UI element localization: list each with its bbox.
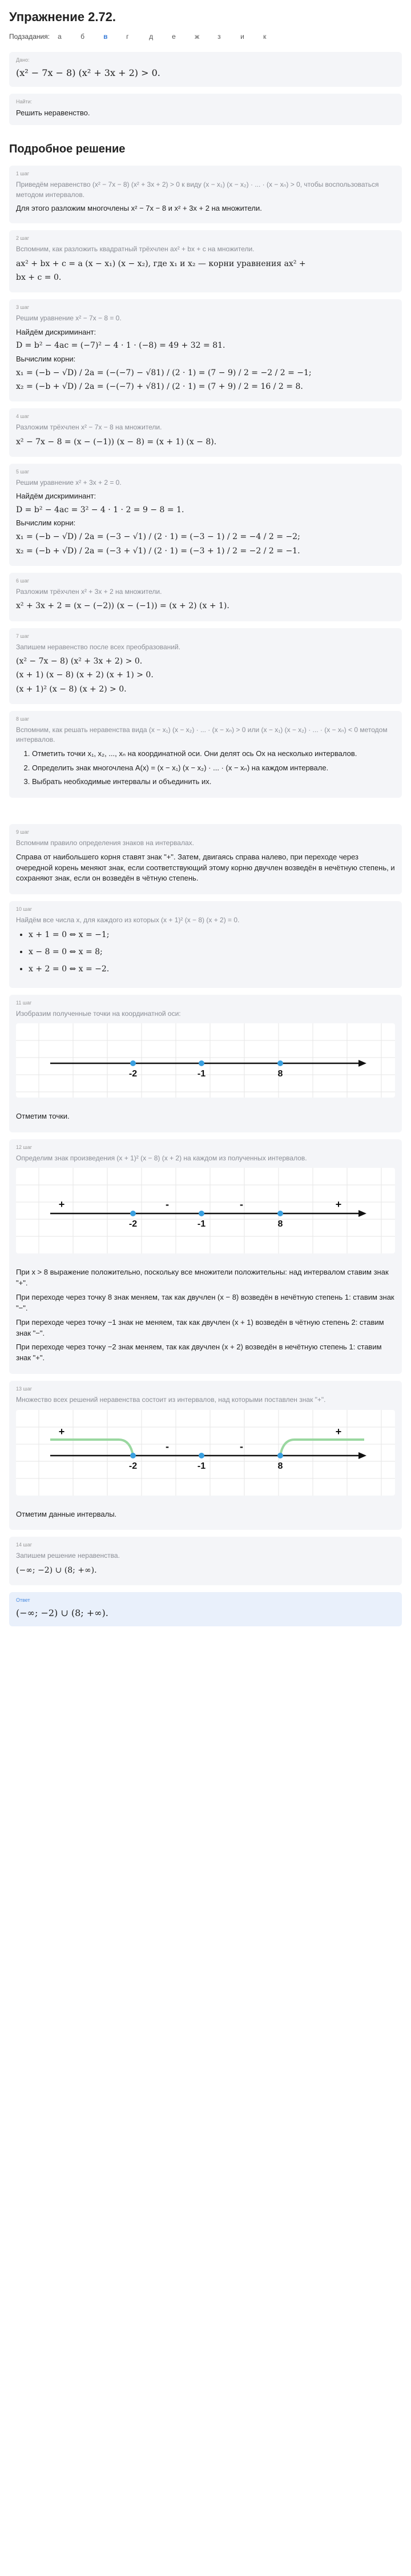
discriminant-formula: D = b² − 4ac = (−7)² − 4 · 1 · (−8) = 49 + 32 = 81. <box>16 341 225 351</box>
list-item: 2. Определить знак многочлена A(x) = (x − x₁) (x − x₂) · ... · (x − xₙ) на каждом интервале. <box>32 763 395 774</box>
step-2 <box>9 230 402 292</box>
roots-list <box>29 929 395 975</box>
step-hint: Приведём неравенство (x² − 7x − 8) (x² + 3x + 2) > 0 к виду (x − x₁) (x − x₂) · ... · (x − xₙ) > 0, чтобы воспользоваться методом интервалов. <box>16 180 379 199</box>
list-item: 3. Выбрать необходимые интервалы и объединить их. <box>32 777 395 787</box>
point-minus-2 <box>130 1453 136 1458</box>
shaded-interval-left <box>50 1440 133 1456</box>
step-1 <box>9 166 402 223</box>
step-tag: 13 шаг <box>16 1386 33 1392</box>
point-8 <box>277 1060 283 1066</box>
step-3 <box>9 299 402 401</box>
step-text: Вычислим корни: <box>16 519 76 528</box>
step-hint: Множество всех решений неравенства состоит из интервалов, над которыми поставлен знак "+". <box>16 1396 326 1404</box>
step-4 <box>9 408 402 457</box>
shaded-interval-right <box>280 1440 364 1456</box>
sign-label: + <box>58 1425 65 1437</box>
step-formula: bx + c = 0. <box>16 272 62 282</box>
step-tag: 5 шаг <box>16 468 30 475</box>
step-hint: Запишем решение неравенства. <box>16 1552 120 1560</box>
sign-label: - <box>166 1199 169 1211</box>
given-card <box>9 52 402 86</box>
page-title: Упражнение 2.72. <box>9 10 116 24</box>
subpart-v[interactable]: в <box>103 32 108 41</box>
step-hint: Определим знак произведения (x + 1)² (x − 8) (x + 2) на каждом из полученных интервалов. <box>16 1154 307 1162</box>
step-7 <box>9 628 402 704</box>
step-text: Справа от наибольшего корня ставят знак "+". Затем, двигаясь справа налево, при переходе через очередной корень меняют знак, если соответствующий этому корню двучлен возведён в нечётную степень, и сохраняют знак, если он возведён в чётную степень. <box>16 852 395 883</box>
step-13 <box>9 1381 402 1530</box>
step-formula: (x + 1) (x − 8) (x + 2) (x + 1) > 0. <box>16 670 154 680</box>
step-formula: (x² − 7x − 8) (x² + 3x + 2) > 0. <box>16 657 143 666</box>
step-tag: 9 шаг <box>16 829 30 835</box>
step-formula: x² + 3x + 2 = (x − (−2)) (x − (−1)) = (x + 2) (x + 1). <box>16 601 229 611</box>
step-tag: 6 шаг <box>16 577 30 584</box>
sign-label: + <box>335 1199 342 1211</box>
step-hint: Решим уравнение x² + 3x + 2 = 0. <box>16 478 122 487</box>
step-hint: Решим уравнение x² − 7x − 8 = 0. <box>16 314 122 323</box>
point-8 <box>277 1453 283 1458</box>
list-item: • x − 8 = 0 ⇔ x = 8; <box>29 946 395 958</box>
solution-heading: Подробное решение <box>9 143 126 156</box>
step-formula: x² − 7x − 8 = (x − (−1)) (x − 8) = (x + 1) (x − 8). <box>16 437 217 447</box>
step-text: При переходе через точку 8 знак меняем, так как двучлен (x − 8) возведён в нечётную степень 1: ставим знак "−". <box>16 1293 394 1312</box>
subparts-label: Подзадания: <box>9 32 50 41</box>
number-line-3 <box>16 1410 395 1496</box>
point-label: 8 <box>277 1219 283 1229</box>
list-item: • x + 1 = 0 ⇔ x = −1; <box>29 929 395 941</box>
step-hint: Вспомним правило определения знаков на интервалах. <box>16 839 194 847</box>
step-hint: Разложим трёхчлен x² + 3x + 2 на множители. <box>16 587 162 596</box>
number-line-svg <box>16 1168 395 1253</box>
point-label: -1 <box>197 1219 206 1229</box>
subpart-k[interactable]: к <box>263 32 267 41</box>
step-text: Для этого разложим многочлены x² − 7x − 8 и x² + 3x + 2 на множители. <box>16 204 262 213</box>
point-minus-1 <box>199 1453 204 1458</box>
arrow-icon <box>358 1210 366 1217</box>
list-item: 1. Отметить точки x₁, x₂, ..., xₙ на координатной оси. Они делят ось Ox на несколько интервалов. <box>32 749 395 759</box>
point-label: -2 <box>128 1461 138 1471</box>
step-hint: Найдём все числа x, для каждого из которых (x + 1)² (x − 8) (x + 2) = 0. <box>16 916 240 925</box>
arrow-icon <box>358 1452 366 1459</box>
given-expression: (x² − 7x − 8) (x² + 3x + 2) > 0. <box>16 67 160 79</box>
step-tag: 12 шаг <box>16 1144 33 1150</box>
subpart-e[interactable]: е <box>172 32 176 41</box>
step-hint: Изобразим полученные точки на координатной оси: <box>16 1009 181 1018</box>
step-tag: 10 шаг <box>16 906 33 913</box>
find-text: Решить неравенство. <box>16 108 90 117</box>
step-formula: ax² + bx + c = a (x − x₁) (x − x₂), где x₁ и x₂ — корни уравнения ax² + <box>16 259 306 268</box>
point-label: -1 <box>197 1461 206 1471</box>
step-hint: Вспомним, как разложить квадратный трёхчлен ax² + bx + c на множители. <box>16 245 255 254</box>
step-text: При x > 8 выражение положительно, поскольку все множители положительны: над интервалом ставим знак "+". <box>16 1268 389 1288</box>
root-x2-formula: x₂ = (−b + √D) / 2a = (−3 + √1) / (2 · 1) = (−3 + 1) / 2 = −2 / 2 = −1. <box>16 546 300 556</box>
discriminant-formula: D = b² − 4ac = 3² − 4 · 1 · 2 = 9 − 8 = 1. <box>16 505 184 515</box>
subpart-zh[interactable]: ж <box>195 32 200 41</box>
arrow-icon <box>358 1060 366 1067</box>
step-hint: Вспомним, как решать неравенства вида (x − x₁) (x − x₂) · ... · (x − xₙ) > 0 или (x − x₁) (x − x₂) · ... · (x − xₙ) < 0 методом интервалов. <box>16 725 388 744</box>
method-list <box>32 749 395 788</box>
step-hint: Разложим трёхчлен x² − 7x − 8 на множители. <box>16 423 162 432</box>
subpart-z[interactable]: з <box>217 32 221 41</box>
sign-label: + <box>335 1425 342 1437</box>
point-label: -2 <box>128 1219 138 1229</box>
step-tag: 7 шаг <box>16 633 30 639</box>
subpart-a[interactable]: а <box>58 32 62 41</box>
subpart-d[interactable]: д <box>149 32 154 41</box>
root-x1-formula: x₁ = (−b − √D) / 2a = (−3 − √1) / (2 · 1) = (−3 − 1) / 2 = −4 / 2 = −2; <box>16 532 300 542</box>
answer-card <box>9 1592 402 1626</box>
point-label: -2 <box>128 1069 138 1079</box>
step-text: Найдём дискриминант: <box>16 492 96 501</box>
subparts-nav <box>9 32 402 42</box>
number-line-2 <box>16 1168 395 1253</box>
root-x1-formula: x₁ = (−b − √D) / 2a = (−(−7) − √81) / (2 · 1) = (7 − 9) / 2 = −2 / 2 = −1; <box>16 368 312 377</box>
step-5 <box>9 464 402 566</box>
step-caption: Отметим точки. <box>16 1112 70 1121</box>
step-tag: 4 шаг <box>16 413 30 420</box>
sign-label: + <box>58 1199 65 1211</box>
sign-label: - <box>240 1440 243 1452</box>
step-11 <box>9 995 402 1132</box>
step-12 <box>9 1139 402 1374</box>
point-minus-2 <box>130 1211 136 1216</box>
subpart-g[interactable]: г <box>126 32 129 41</box>
point-minus-2 <box>130 1060 136 1066</box>
answer-tag: Ответ <box>16 1597 30 1604</box>
sign-label: - <box>240 1199 243 1211</box>
number-line-svg <box>16 1023 395 1098</box>
step-caption: Отметим данные интервалы. <box>16 1509 117 1518</box>
list-item: • x + 2 = 0 ⇔ x = −2. <box>29 963 395 975</box>
answer-expression: (−∞; −2) ∪ (8; +∞). <box>16 1608 108 1619</box>
subpart-b[interactable]: б <box>80 32 84 41</box>
sign-label: - <box>166 1440 169 1452</box>
step-10 <box>9 901 402 987</box>
grid <box>16 1023 395 1098</box>
point-label: 8 <box>277 1461 283 1471</box>
point-8 <box>277 1211 283 1216</box>
step-text: Вычислим корни: <box>16 354 76 363</box>
step-formula: (−∞; −2) ∪ (8; +∞). <box>16 1565 97 1575</box>
step-tag: 14 шаг <box>16 1542 33 1548</box>
grid <box>16 1168 395 1253</box>
number-line-svg <box>16 1410 395 1496</box>
subpart-i[interactable]: и <box>240 32 244 41</box>
step-tag: 2 шаг <box>16 235 30 242</box>
step-9 <box>9 824 402 894</box>
step-text: При переходе через точку −2 знак меняем, так как двучлен (x + 2) возведён в нечётную степень 1: ставим знак "+". <box>16 1343 382 1363</box>
point-minus-1 <box>199 1211 204 1216</box>
point-minus-1 <box>199 1060 204 1066</box>
point-label: -1 <box>197 1069 206 1079</box>
given-tag: Дано: <box>16 57 30 63</box>
step-tag: 1 шаг <box>16 171 30 177</box>
step-tag: 8 шаг <box>16 716 30 722</box>
grid <box>16 1410 395 1496</box>
step-6 <box>9 573 402 621</box>
step-tag: 11 шаг <box>16 999 32 1006</box>
step-text: Найдём дискриминант: <box>16 327 96 336</box>
find-card <box>9 94 402 126</box>
point-label: 8 <box>277 1069 283 1079</box>
number-line-1 <box>16 1023 395 1098</box>
step-14 <box>9 1537 402 1585</box>
step-text: При переходе через точку −1 знак не меняем, так как двучлен (x + 1) возведён в чётную степень 2: ставим знак "−". <box>16 1317 384 1337</box>
root-x2-formula: x₂ = (−b + √D) / 2a = (−(−7) + √81) / (2 · 1) = (7 + 9) / 2 = 16 / 2 = 8. <box>16 381 303 391</box>
find-tag: Найти: <box>16 98 33 105</box>
step-hint: Запишем неравенство после всех преобразований. <box>16 642 181 651</box>
step-8 <box>9 711 402 798</box>
step-formula: (x + 1)² (x − 8) (x + 2) > 0. <box>16 684 127 694</box>
step-tag: 3 шаг <box>16 304 30 311</box>
